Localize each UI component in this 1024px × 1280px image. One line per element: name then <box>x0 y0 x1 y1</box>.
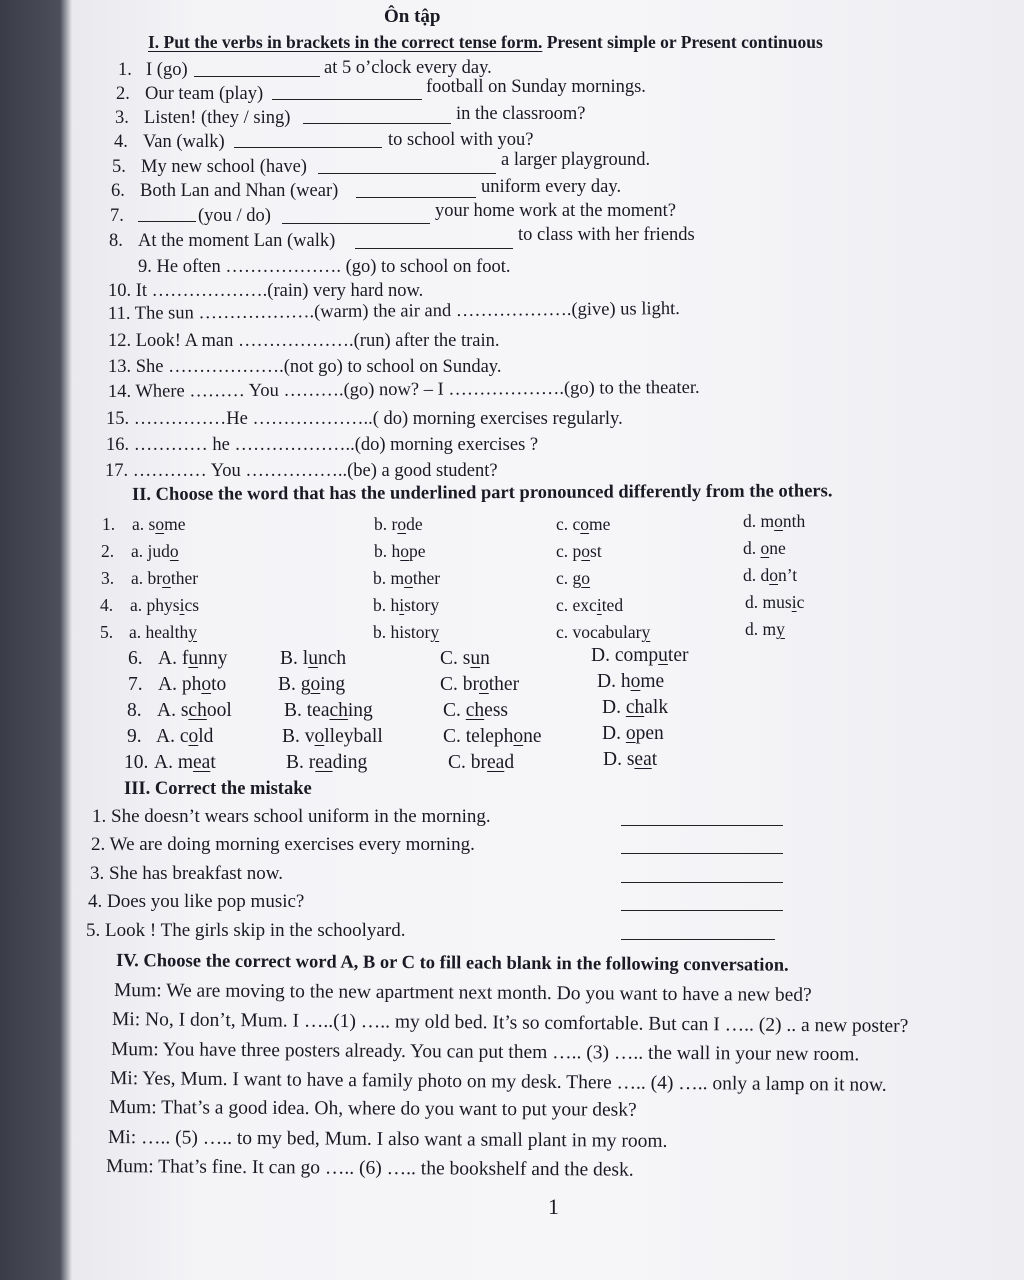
underlined-sound: o <box>479 674 489 695</box>
s3-item: 1. She doesn’t wears school uniform in the morning. <box>92 806 491 827</box>
s2-option[interactable]: C. brother <box>440 674 520 695</box>
underlined-sound: o <box>774 511 783 531</box>
s2-option[interactable]: c. post <box>556 541 602 561</box>
underlined-sound: o <box>513 726 524 747</box>
underlined-sound: o <box>581 568 591 588</box>
s2-option[interactable]: A. funny <box>158 648 228 669</box>
s2-option[interactable]: b. rode <box>374 514 423 534</box>
s1-item-text: He often ………………. (go) to school on foot. <box>156 257 511 277</box>
s1-item-number: 4. <box>114 132 128 152</box>
underlined-sound: y <box>188 622 198 642</box>
underlined-sound: o <box>404 568 413 588</box>
underlined-sound: i <box>179 595 185 615</box>
page-title: Ôn tập <box>384 6 441 27</box>
s1-item-prompt: Listen! (they / sing) <box>144 108 291 128</box>
s2-option[interactable]: C. telephone <box>443 726 542 747</box>
underlined-sound: i <box>399 595 405 615</box>
s1-dotted-item <box>106 408 623 430</box>
underlined-sound: o <box>760 538 770 558</box>
underlined-sound: o <box>769 565 778 585</box>
underlined-sound: o <box>625 723 636 744</box>
underlined-sound: o <box>188 726 199 747</box>
s2-option[interactable]: b. mother <box>373 568 441 588</box>
s1-item-text: She ……………….(not go) to school on Sunday. <box>135 357 502 377</box>
answer-blank[interactable] <box>234 147 382 148</box>
underlined-sound: i <box>596 595 602 615</box>
s2-option[interactable]: D. seat <box>603 749 658 770</box>
s1-item-text: Look! A man ……………….(run) after the train. <box>135 331 500 351</box>
s1-item-rest: to school with you? <box>388 130 534 150</box>
s1-dotted-item <box>138 256 511 278</box>
s1-item-prompt: Our team (play) <box>145 84 264 104</box>
s1-dotted-item <box>106 434 538 456</box>
s2-item-number: 10. <box>124 752 149 773</box>
s2-option[interactable]: D. computer <box>591 645 689 666</box>
underlined-sound: o <box>314 726 325 747</box>
s2-option[interactable]: a. brother <box>131 568 199 588</box>
s3-item: 3. She has breakfast now. <box>90 863 283 884</box>
correction-blank[interactable] <box>621 939 775 940</box>
underlined-sound: o <box>397 514 407 534</box>
s1-item-rest: at 5 o’clock every day. <box>324 58 492 78</box>
underlined-sound: ch <box>625 697 645 718</box>
correction-blank[interactable] <box>621 882 783 883</box>
underlined-sound: ea <box>487 752 505 773</box>
s1-item-text: The sun ……………….(warm) the air and ……………….(give) us light. <box>134 299 680 324</box>
section-1-heading <box>148 31 823 53</box>
conversation-line: Mum: That’s fine. It can go ….. (6) ….. the bookshelf and the desk. <box>105 1156 634 1181</box>
s1-item-rest: a larger playground. <box>501 150 651 170</box>
correction-blank[interactable] <box>621 825 783 826</box>
underlined-sound: ea <box>315 752 333 773</box>
answer-blank[interactable] <box>138 221 196 222</box>
s2-option[interactable]: b. history <box>373 622 440 642</box>
s2-option[interactable]: c. come <box>556 514 611 534</box>
conversation-line: Mi: Yes, Mum. I want to have a family photo on my desk. There ….. (4) ….. only a lamp on it now. <box>109 1068 887 1096</box>
s2-item-number: 3. <box>101 568 115 588</box>
conversation-line: Mum: We are moving to the new apartment next month. Do you want to have a new bed? <box>113 980 812 1006</box>
correction-blank[interactable] <box>621 853 783 854</box>
section-4-heading: IV. Choose the correct word A, B or C to fill each blank in the following conversation. <box>115 951 789 976</box>
conversation-line: Mum: You have three posters already. You can put them ….. (3) ….. the wall in your new room. <box>110 1039 860 1066</box>
s1-item-prompt: Van (walk) <box>143 132 225 152</box>
s2-option[interactable]: a. healthy <box>129 622 198 642</box>
s1-item-prompt: (you / do) <box>198 206 271 226</box>
underlined-sound: u <box>308 648 318 669</box>
s2-option[interactable]: a. judo <box>131 541 179 561</box>
s1-item-text: It ……………….(rain) very hard now. <box>135 281 424 301</box>
s1-item-number: 10. <box>108 281 132 301</box>
s2-option[interactable]: B. going <box>278 674 346 695</box>
s1-item-prompt: At the moment Lan (walk) <box>138 231 336 251</box>
answer-blank[interactable] <box>355 248 513 249</box>
s2-option[interactable]: A. meat <box>154 752 216 773</box>
underlined-sound: o <box>310 674 321 695</box>
underlined-sound: o <box>169 541 179 561</box>
s2-item-number: 2. <box>101 541 115 561</box>
s2-option[interactable]: c. go <box>556 568 591 588</box>
s3-item: 5. Look ! The girls skip in the schoolyard. <box>86 920 406 941</box>
s1-item-rest: your home work at the moment? <box>435 201 676 221</box>
underlined-sound: o <box>580 514 590 534</box>
s2-item-number: 1. <box>102 514 116 534</box>
section-1-heading-main: I. Put the verbs in brackets in the correct tense form. <box>148 32 543 52</box>
underlined-sound: ch <box>465 700 485 721</box>
s3-item: 2. We are doing morning exercises every morning. <box>91 834 475 855</box>
s1-item-number: 17. <box>105 461 129 481</box>
s2-option[interactable]: C. sun <box>440 648 490 669</box>
section-2-heading: II. Choose the word that has the underlined part pronounced differently from the others. <box>131 481 833 505</box>
s1-item-number: 8. <box>109 231 123 251</box>
s1-item-number: 11. <box>107 303 131 324</box>
s1-item-number: 1. <box>118 60 132 80</box>
underlined-sound: ch <box>329 700 348 721</box>
underlined-sound: o <box>201 674 212 695</box>
s1-dotted-item <box>108 330 500 352</box>
conversation-line: Mi: No, I don’t, Mum. I …..(1) ….. my old bed. It’s so comfortable. But can I ….. (2) .. a new poster? <box>111 1009 909 1037</box>
answer-blank[interactable] <box>356 197 476 198</box>
page-number: 1 <box>548 1194 559 1219</box>
s2-option[interactable]: d. my <box>745 619 785 639</box>
underlined-sound: o <box>630 671 641 692</box>
answer-blank[interactable] <box>318 173 496 174</box>
s1-item-number: 7. <box>110 206 124 226</box>
s1-item-prompt: Both Lan and Nhan (wear) <box>140 181 339 201</box>
s1-item-number: 5. <box>112 157 126 177</box>
underlined-sound: y <box>641 622 651 642</box>
s1-item-text: Where ……… You ……….(go) now? – I ……………….(go) to the theater. <box>135 377 700 402</box>
s2-option[interactable]: a. some <box>132 514 186 534</box>
answer-blank[interactable] <box>272 99 422 100</box>
underlined-sound: u <box>188 648 199 669</box>
underlined-sound: u <box>658 645 668 666</box>
underlined-sound: u <box>470 648 481 669</box>
s2-option[interactable]: b. history <box>373 595 440 615</box>
s1-item-number: 15. <box>106 409 130 429</box>
s1-item-number: 9. <box>138 257 152 277</box>
conversation-line: Mi: ….. (5) ….. to my bed, Mum. I also want a small plant in my room. <box>107 1127 668 1152</box>
s1-item-number: 16. <box>106 435 130 455</box>
s2-option[interactable]: A. cold <box>156 726 214 747</box>
s2-option[interactable]: B. volleyball <box>282 726 383 747</box>
s1-item-number: 3. <box>115 108 129 128</box>
s2-option[interactable]: C. chess <box>443 700 509 721</box>
s3-item: 4. Does you like pop music? <box>88 891 305 912</box>
s1-item-text: ……………He ………………..( do) morning exercises regularly. <box>133 409 623 429</box>
answer-blank[interactable] <box>282 223 430 224</box>
underlined-sound: y <box>776 619 785 639</box>
answer-blank[interactable] <box>303 123 451 124</box>
s2-option[interactable]: c. vocabulary <box>556 622 651 642</box>
s1-item-rest: in the classroom? <box>456 104 586 124</box>
s1-item-rest: football on Sunday mornings. <box>426 77 646 97</box>
s2-option[interactable]: c. excited <box>556 595 624 615</box>
s2-item-number: 5. <box>100 622 114 642</box>
s1-item-number: 12. <box>108 331 132 351</box>
s1-dotted-item <box>108 280 423 302</box>
s1-item-prompt: My new school (have) <box>141 157 307 177</box>
s1-dotted-item <box>108 377 700 403</box>
underlined-sound: ch <box>188 700 207 721</box>
conversation-line: Mum: That’s a good idea. Oh, where do you want to put your desk? <box>108 1097 637 1121</box>
section-1-heading-rest: Present simple or Present continuous <box>542 32 823 52</box>
s2-option[interactable]: B. reading <box>286 752 368 773</box>
s2-option[interactable]: d. don’t <box>743 565 798 585</box>
underlined-sound: o <box>155 514 165 534</box>
s2-item-number: 9. <box>127 726 142 747</box>
underlined-sound: y <box>430 622 440 642</box>
underlined-sound: ea <box>634 749 652 770</box>
underlined-sound: i <box>791 592 797 612</box>
s2-option[interactable]: D. chalk <box>602 697 669 718</box>
s1-item-text: ………… he ………………..(do) morning exercises ? <box>133 435 539 455</box>
s1-dotted-item <box>105 460 498 482</box>
underlined-sound: o <box>400 541 409 561</box>
s1-item-rest: uniform every day. <box>481 177 622 197</box>
underlined-sound: o <box>581 541 591 561</box>
underlined-sound: ea <box>193 752 211 773</box>
s1-dotted-item <box>108 298 680 325</box>
s1-item-number: 6. <box>111 181 125 201</box>
s2-option[interactable]: A. school <box>157 700 232 721</box>
s2-option[interactable]: A. photo <box>158 674 227 695</box>
s2-option[interactable]: C. bread <box>448 752 515 773</box>
s1-item-number: 13. <box>108 357 132 377</box>
s2-option[interactable]: d. month <box>743 511 806 531</box>
s2-option[interactable]: B. lunch <box>280 648 347 669</box>
s2-item-number: 7. <box>128 674 143 695</box>
s2-option[interactable]: d. music <box>745 592 805 612</box>
s1-item-number: 2. <box>116 84 130 104</box>
underlined-sound: o <box>162 568 171 588</box>
s1-item-rest: to class with her friends <box>518 225 695 245</box>
s2-option[interactable]: B. teaching <box>284 700 373 721</box>
answer-blank[interactable] <box>194 76 320 77</box>
s1-item-prompt: I (go) <box>146 60 188 80</box>
s2-option[interactable]: D. home <box>597 671 665 692</box>
s1-item-number: 14. <box>107 381 132 402</box>
s2-option[interactable]: d. one <box>743 538 786 558</box>
s1-dotted-item <box>108 356 501 378</box>
s2-option[interactable]: b. hope <box>374 541 426 561</box>
s2-option[interactable]: a. physics <box>130 595 200 615</box>
correction-blank[interactable] <box>621 910 783 911</box>
s1-item-text: ………… You ……………..(be) a good student? <box>132 461 498 481</box>
s2-item-number: 4. <box>100 595 114 615</box>
s2-option[interactable]: D. open <box>602 723 664 744</box>
worksheet-page <box>68 0 1024 1280</box>
section-3-heading: III. Correct the mistake <box>124 779 312 799</box>
s2-item-number: 6. <box>128 648 143 669</box>
s2-item-number: 8. <box>127 700 142 721</box>
